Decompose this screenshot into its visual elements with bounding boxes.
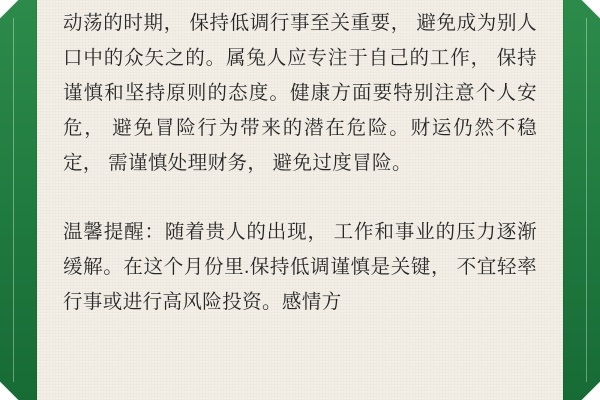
right-frame-line [586, 18, 587, 382]
left-frame-line [13, 18, 14, 382]
body-paragraph-2: 温馨提醒：随着贵人的出现， 工作和事业的压力逐渐缓解。在这个月份里.保持低调谨慎是关键， 不宜轻率行事或进行高风险投资。感情方 [63, 222, 537, 313]
corner-notch-top-right [582, 0, 600, 18]
body-paragraph-1: 动荡的时期， 保持低调行事至关重要， 避免成为别人口中的众矢之的。属兔人应专注于自己的工作， 保持谨慎和坚持原则的态度。健康方面要特别注意个人安危， 避免冒险行为带来的潜在危险。财运仍然不稳定， 需谨慎处理财务， 避免过度冒险。 [63, 13, 537, 174]
paper-card [37, 0, 563, 400]
corner-notch-bottom-right [582, 382, 600, 400]
card-content [37, 0, 563, 400]
corner-notch-top-left [0, 0, 18, 18]
corner-notch-bottom-left [0, 382, 18, 400]
